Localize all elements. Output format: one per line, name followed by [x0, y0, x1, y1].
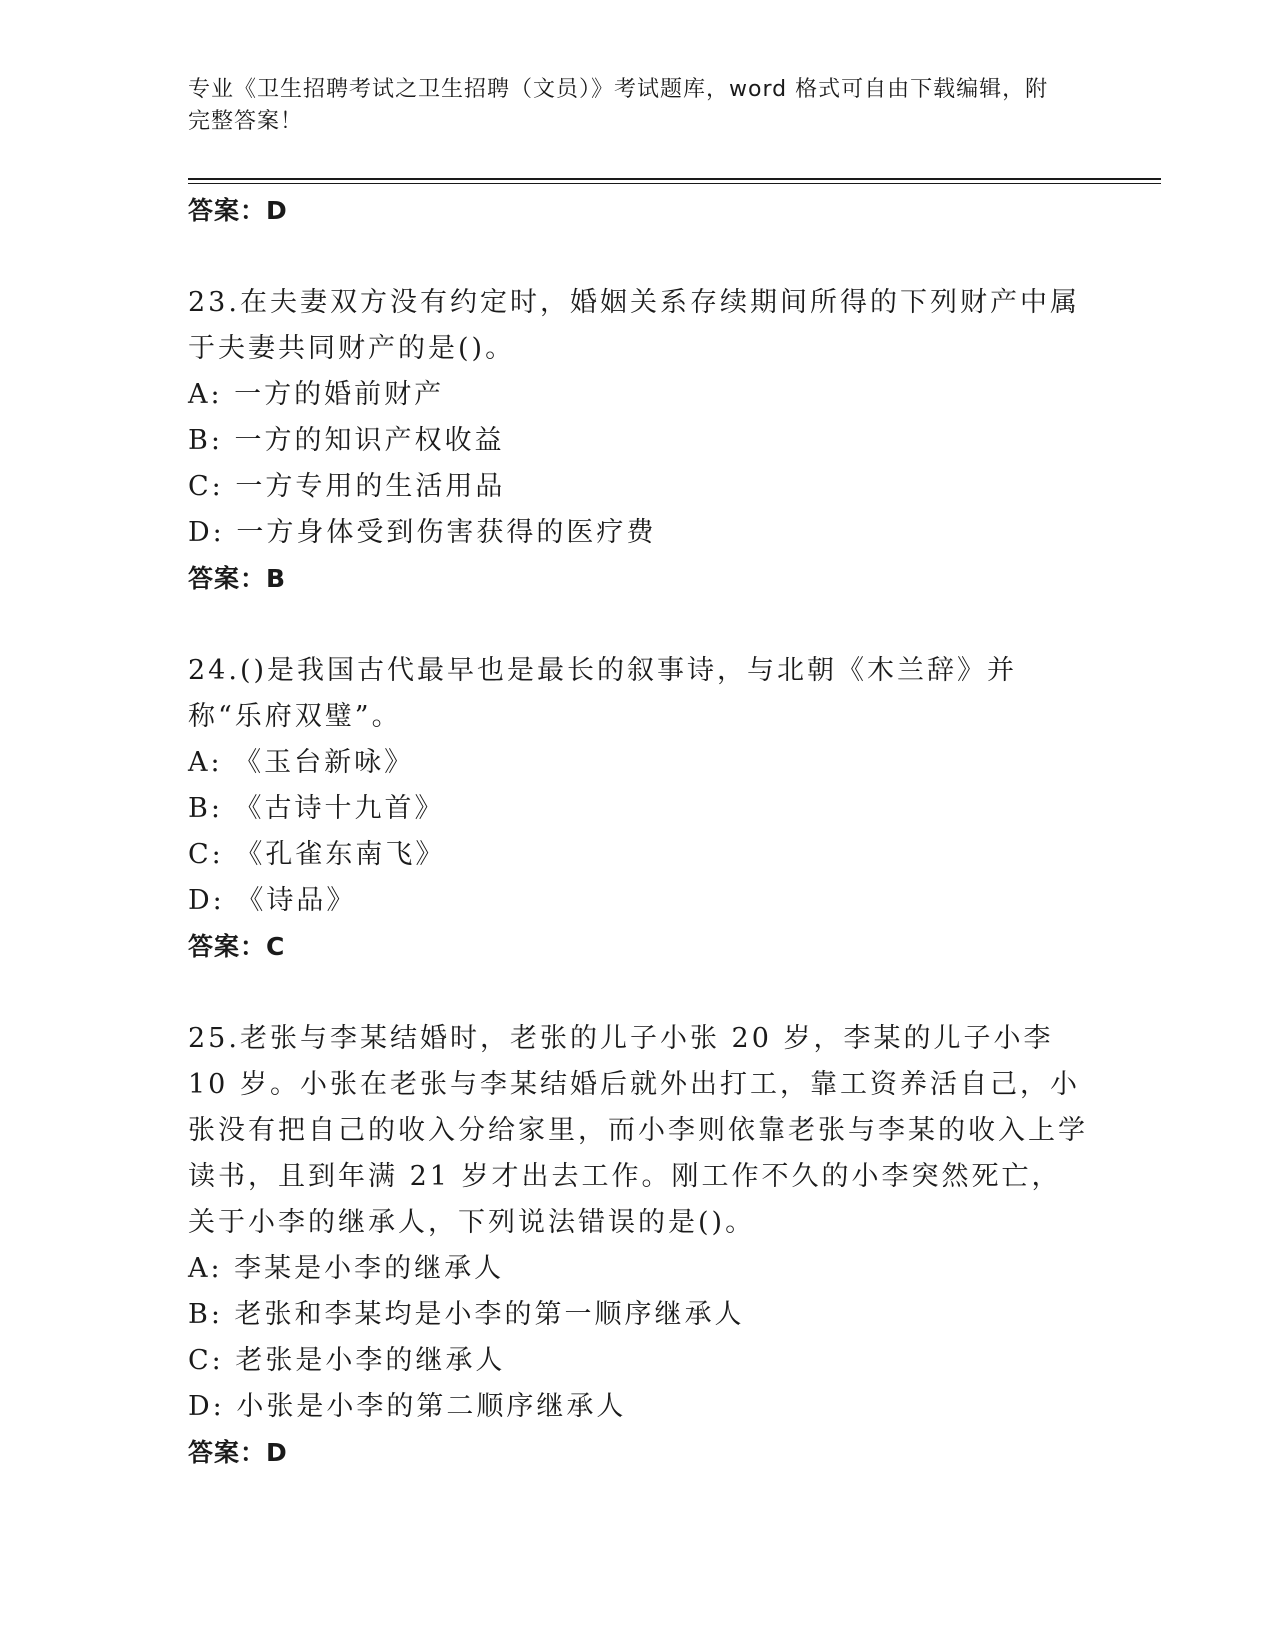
option-a: A: 《玉台新咏》 — [188, 747, 415, 778]
option-d: D: 一方身体受到伤害获得的医疗费 — [188, 517, 657, 548]
option-c: C: 《孔雀东南飞》 — [188, 839, 446, 870]
question-text: 23.在夫妻双方没有约定时，婚姻关系存续期间所得的下列财产中属于夫妻共同财产的是()。 — [188, 287, 1080, 364]
header-rule-thick — [188, 178, 1161, 180]
option-a: A: 一方的婚前财产 — [188, 379, 445, 410]
question-list — [188, 188, 1088, 1476]
question-text: 24.()是我国古代最早也是最长的叙事诗，与北朝《木兰辞》并称“乐府双璧”。 — [188, 655, 1018, 732]
option-c: C: 一方专用的生活用品 — [188, 471, 506, 502]
option-b: B: 《古诗十九首》 — [188, 793, 445, 824]
question-item — [188, 1016, 1088, 1476]
option-b: B: 一方的知识产权收益 — [188, 425, 505, 456]
option-a: A: 李某是小李的继承人 — [188, 1253, 505, 1284]
option-c: C: 老张是小李的继承人 — [188, 1345, 506, 1376]
answer-line: 答案：C — [188, 932, 286, 961]
answer-line: 答案：D — [188, 196, 288, 225]
option-d: D: 小张是小李的第二顺序继承人 — [188, 1391, 627, 1422]
answer-line: 答案：D — [188, 1438, 288, 1467]
document-header: 专业《卫生招聘考试之卫生招聘（文员）》考试题库，word 格式可自由下载编辑，附完整答案！ — [188, 77, 1049, 134]
option-b: B: 老张和李某均是小李的第一顺序继承人 — [188, 1299, 745, 1330]
question-item — [188, 648, 1088, 970]
header-rule-thin — [188, 183, 1161, 184]
answer-line: 答案：B — [188, 564, 287, 593]
option-d: D: 《诗品》 — [188, 885, 357, 916]
question-item — [188, 280, 1088, 602]
question-text: 25.老张与李某结婚时，老张的儿子小张 20 岁，李某的儿子小李 10 岁。小张在老张与李某结婚后就外出打工，靠工资养活自己，小张没有把自己的收入分给家里，而小李则依靠老张与李某的收入上学读书，且到年满 21 岁才出去工作。刚工作不久的小李突然死亡，关于小李的继承人，下列说法错误的是()。 — [188, 1023, 1088, 1238]
